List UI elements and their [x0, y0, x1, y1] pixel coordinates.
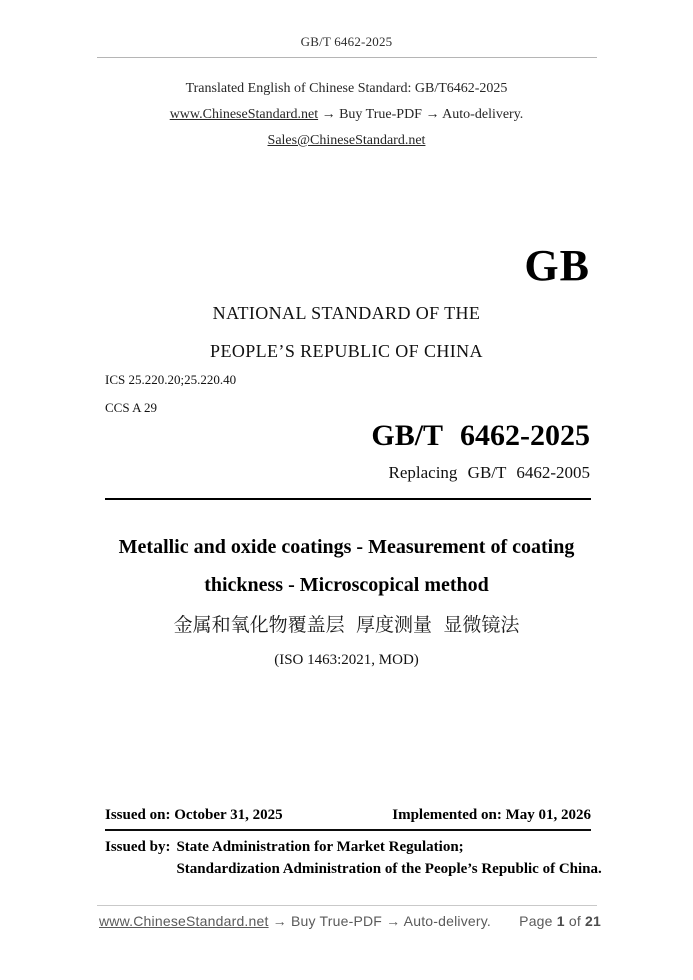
- title-english-line1: Metallic and oxide coatings - Measurement of coating: [118, 536, 575, 558]
- header-doc-ref: GB/T 6462-2025: [300, 34, 393, 49]
- ccs-code: CCS A 29: [105, 400, 158, 415]
- national-standard-line1: NATIONAL STANDARD OF THE: [212, 303, 481, 323]
- issuer-names: [176, 836, 601, 880]
- issuer-line2: Standardization Administration of the People’s Republic of China.: [176, 861, 602, 877]
- iso-reference: (ISO 1463:2021, MOD): [274, 652, 419, 668]
- of-label: of: [568, 913, 581, 929]
- site-line-rest: → Buy True-PDF → Auto-delivery.: [318, 107, 524, 122]
- dates-divider: [105, 829, 591, 831]
- footer-site-link[interactable]: www.ChineseStandard.net: [99, 913, 269, 929]
- national-standard-line2: PEOPLE’S REPUBLIC OF CHINA: [210, 341, 483, 361]
- gb-logo: GB: [524, 241, 590, 290]
- replacing-note: Replacing GB/T 6462-2005: [388, 463, 590, 482]
- page-label: Page: [519, 913, 553, 929]
- translated-note: Translated English of Chinese Standard: GB/T6462-2025: [185, 81, 508, 96]
- footer-site-rest: → Buy True-PDF → Auto-delivery.: [268, 913, 492, 929]
- standard-code: GB/T 6462-2025: [371, 419, 590, 452]
- page-total: 21: [585, 913, 601, 929]
- issuer-line1: State Administration for Market Regulation;: [176, 839, 464, 855]
- issued-by-block: [105, 836, 605, 880]
- header-email-line: [0, 133, 693, 149]
- dates-row: [105, 807, 591, 824]
- footer-divider: [97, 905, 597, 906]
- header-divider: [97, 57, 597, 58]
- title-english-line2: thickness - Microscopical method: [204, 574, 489, 596]
- footer-site-line: [99, 913, 491, 929]
- page-current: 1: [556, 913, 565, 929]
- ics-code: ICS 25.220.20;25.220.40: [105, 372, 237, 387]
- implemented-on-date: Implemented on: May 01, 2026: [392, 807, 591, 823]
- footer: [99, 913, 601, 929]
- title-chinese: 金属和氧化物覆盖层 厚度测量 显微镜法: [173, 615, 520, 636]
- site-link[interactable]: www.ChineseStandard.net: [169, 107, 319, 122]
- issued-by-label: Issued by:: [105, 839, 171, 855]
- email-link[interactable]: Sales@ChineseStandard.net: [267, 133, 426, 148]
- issued-on-date: Issued on: October 31, 2025: [105, 807, 283, 823]
- code-divider: [105, 498, 591, 500]
- page-indicator: [519, 913, 601, 929]
- header-site-line: [0, 107, 693, 123]
